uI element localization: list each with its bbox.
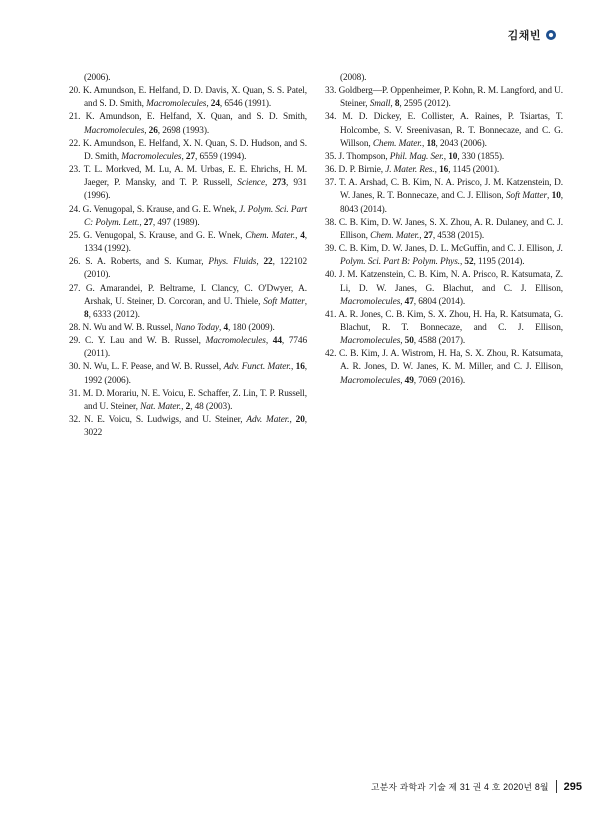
reference-number: 41. — [325, 309, 339, 320]
reference-continuation: (2006). — [84, 73, 111, 83]
reference-entry: 25. G. Venugopal, S. Krause, and G. E. Wnek, Chem. Mater., 4, 1334 (1992). — [69, 230, 308, 255]
reference-number: 32. — [69, 415, 85, 426]
reference-entry: 39. C. B. Kim, D. W. Janes, D. L. McGuffin, and C. J. Ellison, J. Polym. Sci. Part B: Polym. Phys., 52, 1195 (2014). — [325, 244, 563, 268]
reference-entry: 23. T. L. Morkved, M. Lu, A. M. Urbas, E. E. Ehrichs, H. M. Jaeger, P. Mansky, and T. P. Russell, Science, 273, 931 (1996). — [69, 165, 307, 202]
reference-entry: 22. K. Amundson, E. Helfand, X. N. Quan, S. D. Hudson, and S. D. Smith, Macromolecules, 27, 6559 (1994). — [69, 138, 308, 162]
reference-entry: 26. S. A. Roberts, and S. Kumar, Phys. Fluids, 22, 122102 (2010). — [69, 257, 308, 281]
author-name: 김채빈 — [507, 30, 541, 42]
reference-entry: 20. K. Amundson, E. Helfand, D. D. Davis, X. Quan, S. S. Patel, and S. D. Smith, Macromolecules, 24, 6546 (1991). — [69, 86, 307, 110]
reference-entry: 35. J. Thompson, Phil. Mag. Ser., 10, 330 (1855). — [325, 151, 505, 162]
reference-entry: 41. A. R. Jones, C. B. Kim, S. X. Zhou, H. Ha, R. Katsumata, G. Blachut, R. T. Bonnecaze, and C. J. Ellison, Macromolecules, 50, 4588 (2017). — [325, 309, 563, 347]
reference-number: 22. — [69, 138, 83, 149]
references-column-left — [69, 72, 307, 440]
reference-entry: 32. N. E. Voicu, S. Ludwigs, and U. Steiner, Adv. Mater., 20, 3022 — [69, 415, 308, 439]
reference-number: 23. — [69, 165, 84, 176]
reference-entry: 37. T. A. Arshad, C. B. Kim, N. A. Prisco, J. M. Katzenstein, D. W. Janes, R. T. Bonnecaze, and C. J. Ellison, Soft Matter, 10, 8043 (2014). — [325, 178, 564, 215]
references-column-right — [325, 72, 563, 440]
reference-number: 24. — [69, 204, 83, 215]
author-mark-icon — [546, 30, 556, 40]
page-header — [508, 27, 556, 43]
reference-entry: 31. M. D. Morariu, N. E. Voicu, E. Schaffer, Z. Lin, T. P. Russell, and U. Steiner, Nat. Mater., 2, 48 (2003). — [69, 388, 307, 412]
reference-continuation: (2008). — [340, 73, 367, 83]
references-section — [69, 72, 563, 440]
reference-number: 35. — [325, 151, 339, 162]
reference-entry: 21. K. Amundson, E. Helfand, X. Quan, and S. D. Smith, Macromolecules, 26, 2698 (1993). — [69, 112, 307, 136]
page-footer — [371, 780, 582, 793]
page-number: 295 — [563, 780, 582, 793]
reference-number: 26. — [69, 257, 86, 268]
reference-entry: 40. J. M. Katzenstein, C. B. Kim, N. A. Prisco, R. Katsumata, Z. Li, D. W. Janes, G. Blachut, and C. J. Ellison, Macromolecules, 47, 6804 (2014). — [325, 270, 563, 307]
reference-number: 37. — [325, 178, 339, 189]
reference-number: 21. — [69, 112, 86, 123]
reference-number: 30. — [69, 362, 83, 373]
reference-entry: 29. C. Y. Lau and W. B. Russel, Macromolecules, 44, 7746 (2011). — [69, 336, 308, 360]
reference-entry: 36. D. P. Birnie, J. Mater. Res., 16, 1145 (2001). — [325, 165, 500, 176]
reference-number: 36. — [325, 165, 339, 176]
footer-divider — [556, 780, 557, 793]
reference-entry: 28. N. Wu and W. B. Russel, Nano Today, 4, 180 (2009). — [69, 322, 275, 333]
reference-entry: 34. M. D. Dickey, E. Collister, A. Raines, P. Tsiartas, T. Holcombe, S. V. Sreenivasan, R. T. Bonnecaze, and C. G. Willson, Chem. Mater., 18, 2043 (2006). — [325, 112, 564, 149]
reference-number: 42. — [325, 349, 340, 360]
reference-number: 33. — [325, 86, 339, 97]
reference-entry: 38. C. B. Kim, D. W. Janes, S. X. Zhou, A. R. Dulaney, and C. J. Ellison, Chem. Mater., 27, 4538 (2015). — [325, 217, 563, 241]
reference-number: 39. — [325, 244, 339, 255]
reference-number: 27. — [69, 283, 86, 294]
reference-number: 28. — [69, 322, 83, 333]
journal-info: 고분자 과학과 기술 제 31 권 4 호 2020년 8월 — [371, 782, 549, 792]
reference-number: 34. — [325, 112, 343, 123]
reference-number: 40. — [325, 270, 339, 281]
reference-number: 38. — [325, 217, 339, 228]
reference-entry: 33. Goldberg—P. Oppenheimer, P. Kohn, R. M. Langford, and U. Steiner, Small, 8, 2595 (2012). — [325, 86, 563, 110]
reference-entry: 42. C. B. Kim, J. A. Wistrom, H. Ha, S. X. Zhou, R. Katsumata, A. R. Jones, D. W. Janes, K. M. Miller, and C. J. Ellison, Macromolecules, 49, 7069 (2016). — [325, 349, 564, 386]
reference-entry: 27. G. Amarandei, P. Beltrame, I. Clancy, C. O'Dwyer, A. Arshak, U. Steiner, D. Corcoran, and U. Thiele, Soft Matter, 8, 6333 (2012). — [69, 283, 307, 320]
reference-number: 25. — [69, 230, 84, 241]
reference-entry: 30. N. Wu, L. F. Pease, and W. B. Russel, Adv. Funct. Mater., 16, 1992 (2006). — [69, 362, 308, 386]
reference-number: 29. — [69, 336, 86, 347]
reference-number: 31. — [69, 388, 83, 399]
reference-entry: 24. G. Venugopal, S. Krause, and G. E. Wnek, J. Polym. Sci. Part C: Polym. Lett., 27, 497 (1989). — [69, 204, 308, 228]
reference-number: 20. — [69, 86, 83, 97]
